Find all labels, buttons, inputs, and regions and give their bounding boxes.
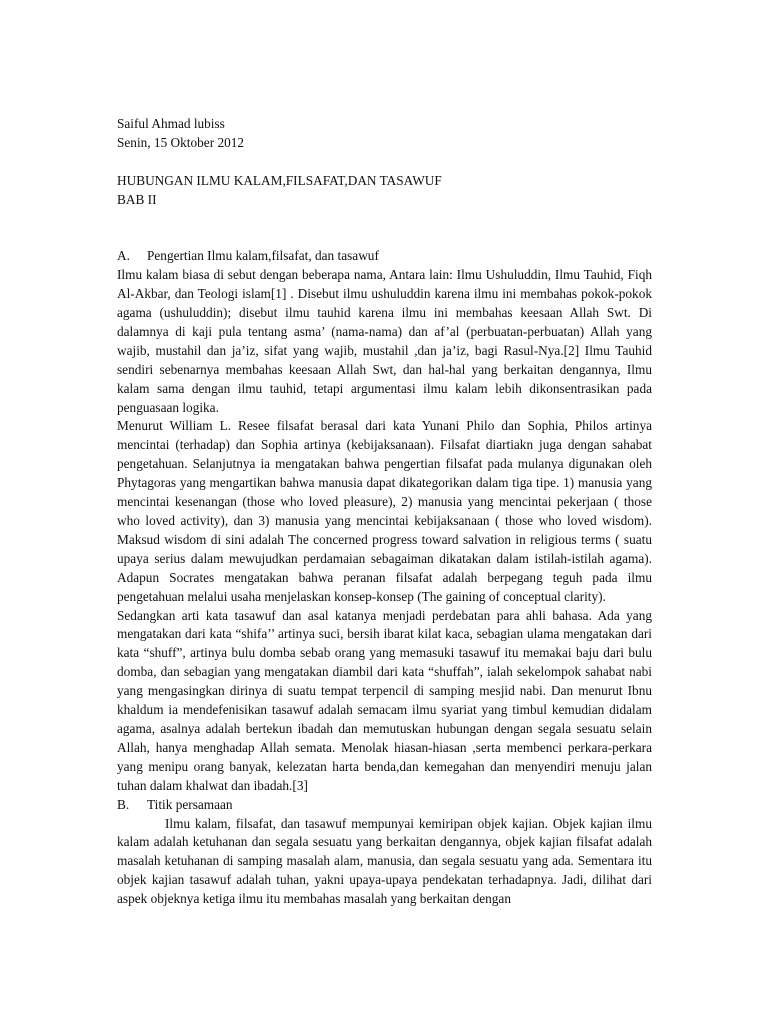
section-a-paragraph-2: Menurut William L. Resee filsafat berasal dari kata Yunani Philo dan Sophia, Philos artinya mencintai (terhadap) dan Sophia artinya (kebijaksanaan). Filsafat diartiakn juga dengan sahabat pengetahuan. Selanjutnya ia mengatakan bahwa pengertian filsafat pada mulanya digunakan oleh Phytagoras yang mengartikan bahwa manusia dapat dikategorikan dalam tiga tipe. 1) manusia yang mencintai kesenangan (those who loved pleasure), 2) manusia yang mencintai pekerjaan ( those who loved activity), dan 3) manusia yang mencintai kebijaksanaan ( those who loved wisdom). Maksud wisdom di sini adalah The concerned progress toward salvation in religious terms ( suatu upaya serius dalam mewujudkan perdamaian sebagaiman dikatakan dalam istilah-istilah agama). Adapun Socrates mengatakan bahwa peranan filsafat adalah berpegang teguh pada ilmu pengetahuan melalui usaha menjelaskan konsep-konsep (The gaining of conceptual clarity). [117,418,652,604]
document-page [117,115,652,909]
section-b-number: B. [117,796,130,812]
section-b-heading [117,796,652,815]
section-a-heading [117,247,652,266]
section-a-title: Pengertian Ilmu kalam,filsafat, dan tasawuf [147,248,379,264]
section-b-title: Titik persamaan [147,796,233,812]
author-name: Saiful Ahmad lubiss [117,116,225,131]
document-date: Senin, 15 Oktober 2012 [117,134,245,150]
section-a-paragraph-3: Sedangkan arti kata tasawuf dan asal katanya menjadi perdebatan para ahli bahasa. Ada yang mengatakan dari kata “shifa’’ artinya suci, bersih ibarat kilat kaca, sebagian ulama mengatakan dari kata “shuff”, artinya bulu domba sebab orang yang memasuki tasawuf itu memakai baju dari bulu domba, dan sebagian yang mengatakan diambil dari kata “shuffah”, ialah sekelompok sahabat nabi yang mengasingkan dirinya di suatu tempat terpencil di samping mesjid nabi. Dan menurut Ibnu khaldum ia mendefenisikan tasawuf adalah semacam ilmu syariat yang timbul kemudian didalam agama, asalnya adalah bertekun ibadah dan memutuskan hubungan dengan segala sesuatu selain Allah, hanya menghadap Allah semata. Menolak hiasan-hiasan ,serta membenci perkara-perkara yang menipu orang banyak, kelezatan harta benda,dan kemegahan dan menyendiri menuju jalan tuhan dalam khalwat dan ibadah.[3] [117,607,652,793]
chapter-label: BAB II [117,191,157,207]
document-title: HUBUNGAN ILMU KALAM,FILSAFAT,DAN TASAWUF [117,172,442,188]
section-a-paragraph-1: Ilmu kalam biasa di sebut dengan beberapa nama, Antara lain: Ilmu Ushuluddin, Ilmu Tauhid, Fiqh Al-Akbar, dan Teologi islam[1] . Disebut ilmu ushuluddin karena ilmu ini membahas pokok-pokok agama (ushuluddin); disebut ilmu tauhid karena ilmu ini membahas keesaan Allah Swt. Di dalamnya di kaji pula tentang asma’ (nama-nama) dan af’al (perbuatan-perbuatan) Allah yang wajib, mustahil dan ja’iz, sifat yang wajib, mustahil ,dan ja’iz, bagi Rasul-Nya.[2] Ilmu Tauhid sendiri sebenarnya membahas keesaan Allah Swt, dan hal-hal yang berkaitan dengannya, Ilmu kalam sama dengan ilmu tauhid, tetapi argumentasi ilmu kalam lebih dikonsentrasikan pada penguasaan logika. [117,267,652,415]
section-a-number: A. [117,248,130,264]
section-b-paragraph-1: Ilmu kalam, filsafat, dan tasawuf mempunyai kemiripan objek kajian. Objek kajian ilmu kalam adalah ketuhanan dan segala sesuatu yang berkaitan dengannya, objek kajian filsafat adalah masalah ketuhanan di samping masalah alam, manusia, dan segala sesuatu yang ada. Sementara itu objek kajian tasawuf adalah tuhan, yakni upaya-upaya pendekatan terhadapnya. Jadi, dilihat dari aspek objeknya ketiga ilmu itu membahas masalah yang berkaitan dengan [117,815,652,907]
